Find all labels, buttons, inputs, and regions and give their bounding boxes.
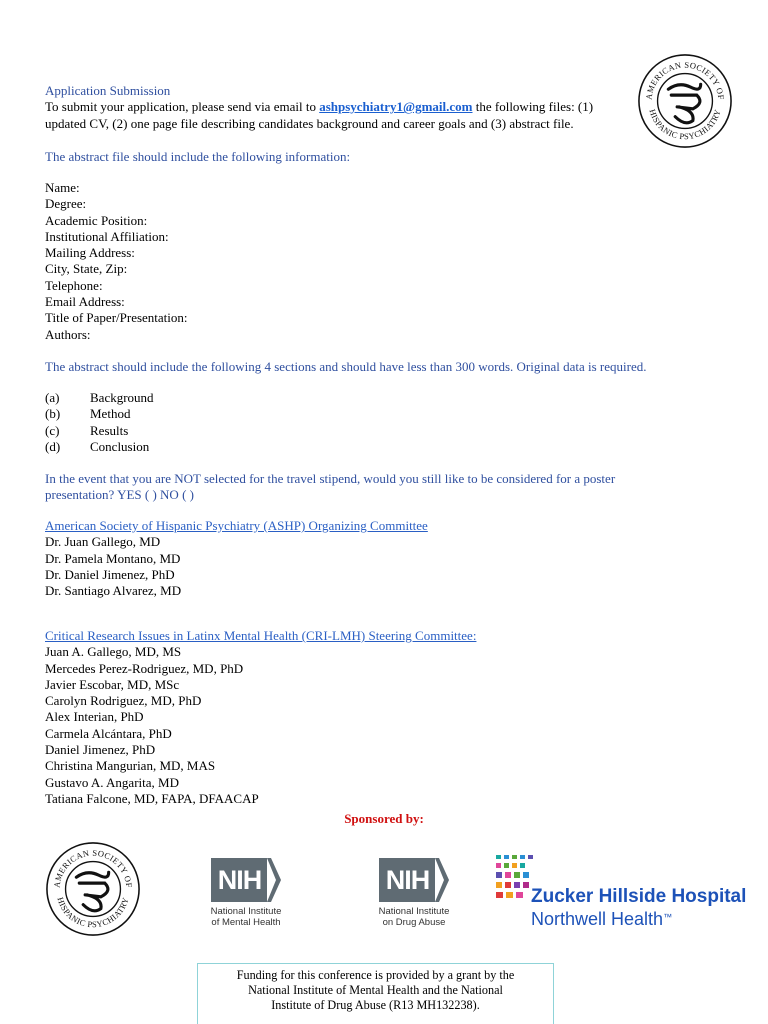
northwell-health-name: Northwell Health [531, 909, 664, 929]
committee-member: Carolyn Rodriguez, MD, PhD [45, 693, 202, 709]
ashp-committee-link[interactable]: American Society of Hispanic Psychiatry (ASHP) Organizing Committee [45, 518, 428, 533]
zucker-hospital-name: Zucker Hillside Hospital [531, 886, 747, 907]
committee-member: Javier Escobar, MD, MSc [45, 676, 180, 692]
svg-text:AMERICAN SOCIETY OF: AMERICAN SOCIETY OF [643, 59, 727, 101]
section-item: (c) Results [45, 422, 129, 438]
application-section [45, 83, 685, 132]
abstract-field: Degree: [45, 196, 87, 212]
committee-member: Juan A. Gallego, MD, MS [45, 644, 182, 660]
svg-text:AMERICAN SOCIETY OF: AMERICAN SOCIETY OF [51, 847, 135, 889]
ashp-sponsor-seal-graphic [44, 840, 142, 938]
abstract-field: Mailing Address: [45, 245, 135, 261]
abstract-info-intro: The abstract file should include the following information: [45, 149, 351, 164]
sponsored-heading: Sponsored by: [344, 811, 424, 826]
nih-chevron-icon [435, 858, 449, 902]
section-item: (d) Conclusion [45, 438, 150, 454]
committee-member: Dr. Juan Gallego, MD [45, 534, 161, 550]
committee-member: Carmela Alcántara, PhD [45, 725, 172, 741]
nih-mark: NIH [379, 858, 450, 902]
application-heading: Application Submission [45, 83, 171, 98]
poster-question: In the event that you are NOT selected for the travel stipend, would you still like to be considered for a poster presentation? YES ( ) NO ( ) [45, 471, 616, 503]
svg-text:HISPANIC PSYCHIATRY: HISPANIC PSYCHIATRY [55, 895, 131, 930]
nih-chevron-icon [267, 858, 281, 902]
section-item: (b) Method [45, 406, 131, 422]
funding-notice: Funding for this conference is provided by a grant by the National Institute of Mental Health and the National Institute of Drug Abuse (R13 MH132238). [197, 963, 554, 1024]
abstract-field: City, State, Zip: [45, 261, 128, 277]
committee-member: Dr. Daniel Jimenez, PhD [45, 566, 175, 582]
sections-list [45, 390, 685, 455]
committee-member: Dr. Pamela Montano, MD [45, 550, 181, 566]
abstract-field-list [45, 180, 685, 343]
abstract-field: Email Address: [45, 294, 125, 310]
committee-member: Alex Interian, PhD [45, 709, 144, 725]
abstract-field: Name: [45, 180, 80, 195]
sections-intro: The abstract should include the following 4 sections and should have less than 300 words. Original data is required. [45, 359, 647, 374]
abstract-field: Telephone: [45, 277, 103, 293]
trademark-symbol: ™ [663, 912, 673, 922]
ashp-sponsor-logo [44, 840, 142, 938]
svg-text:HISPANIC PSYCHIATRY: HISPANIC PSYCHIATRY [647, 107, 723, 142]
committee-member: Gustavo A. Angarita, MD [45, 774, 179, 790]
committee-member: Christina Mangurian, MD, MAS [45, 758, 216, 774]
abstract-field: Title of Paper/Presentation: [45, 310, 188, 326]
nida-logo: NIH National Institute on Drug Abuse [364, 858, 464, 928]
abstract-field: Institutional Affiliation: [45, 228, 169, 244]
nimh-logo: NIH National Institute of Mental Health [196, 858, 296, 928]
cri-committee-link[interactable]: Critical Research Issues in Latinx Mental Health (CRI-LMH) Steering Committee: [45, 628, 477, 643]
section-item: (a) Background [45, 390, 154, 405]
application-instructions-line2: updated CV, (2) one page file describing candidates background and career goals and (3) abstract file. [45, 115, 574, 131]
committee-member: Daniel Jimenez, PhD [45, 742, 156, 758]
abstract-field: Academic Position: [45, 212, 148, 228]
committee-member: Dr. Santiago Alvarez, MD [45, 583, 182, 599]
application-instructions-line1: To submit your application, please send via email to ashpsychiatry1@gmail.com the following files: (1) [45, 99, 594, 115]
abstract-field: Authors: [45, 326, 91, 342]
application-email-link[interactable]: ashpsychiatry1@gmail.com [319, 99, 473, 115]
cri-committee [45, 628, 685, 807]
ashp-committee [45, 518, 685, 599]
committee-member: Tatiana Falcone, MD, FAPA, DFAACAP [45, 790, 259, 806]
nih-mark: NIH [211, 858, 282, 902]
committee-member: Mercedes Perez-Rodriguez, MD, PhD [45, 660, 244, 676]
